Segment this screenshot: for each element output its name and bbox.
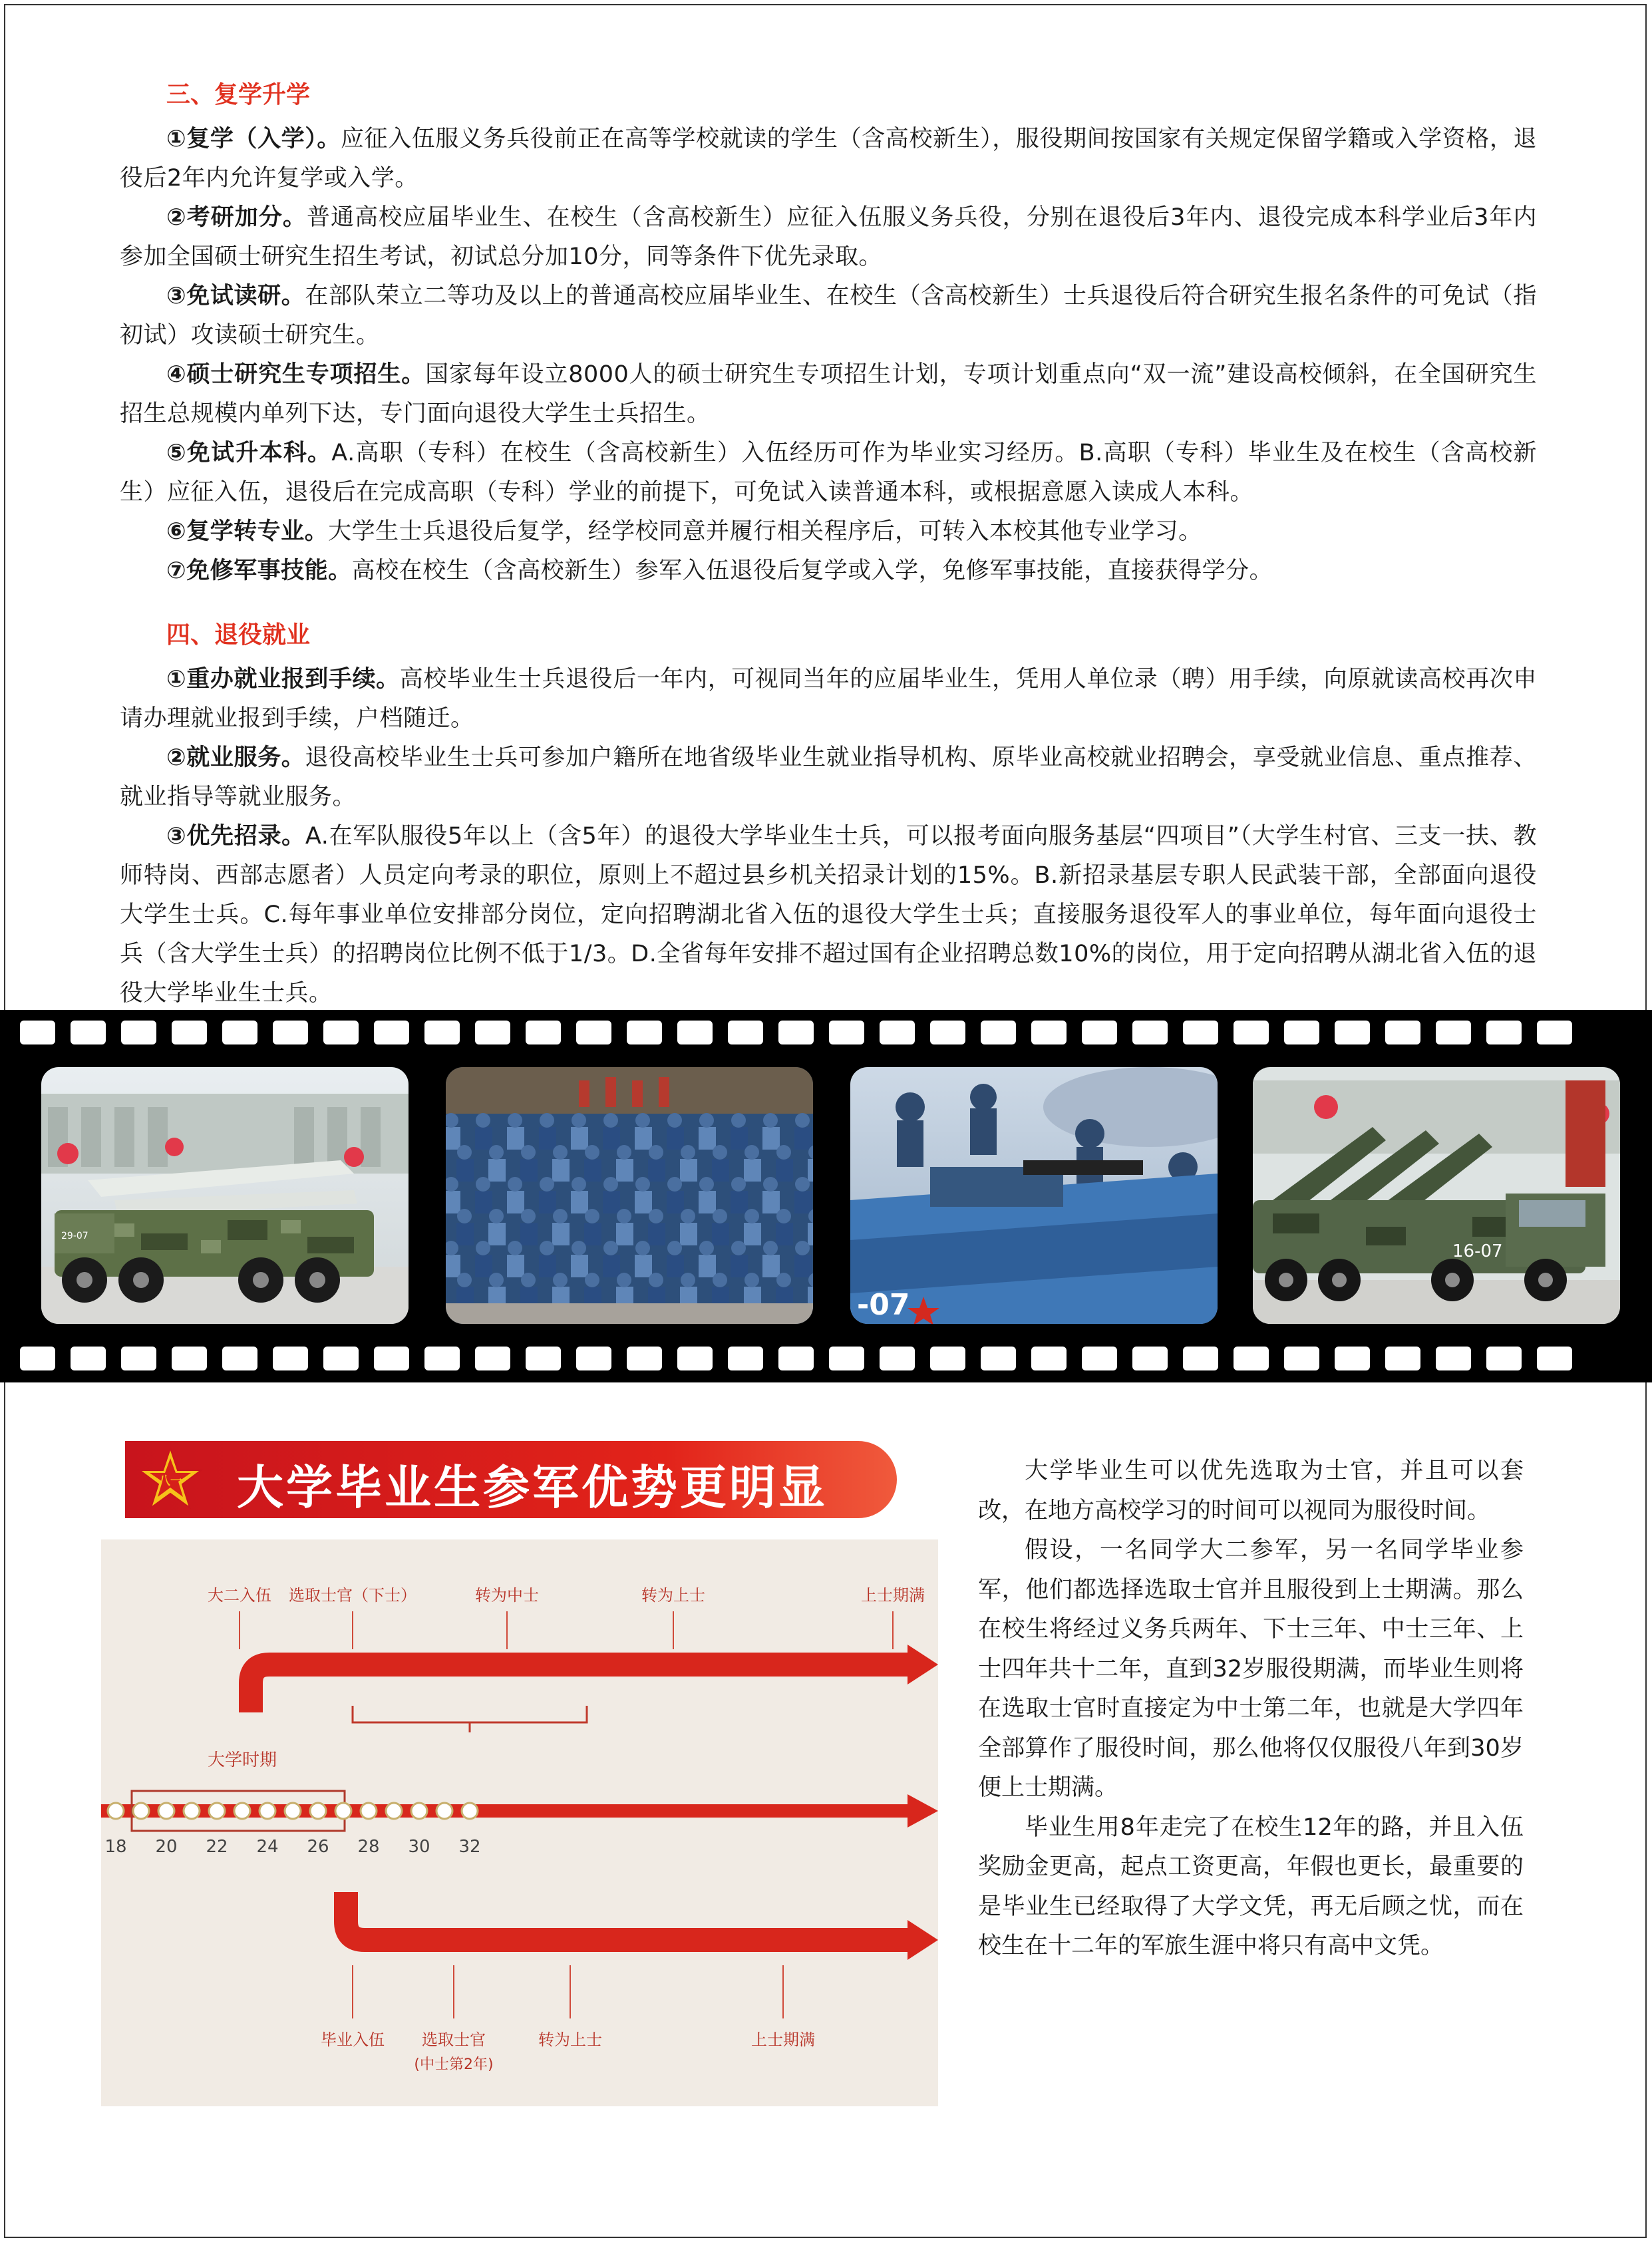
film-perforation — [880, 1347, 915, 1370]
film-perforation — [121, 1347, 156, 1370]
resume-study-item-6 — [120, 512, 1537, 552]
timeline-node — [310, 1803, 326, 1819]
timeline-node — [158, 1803, 174, 1819]
film-perforation — [981, 1021, 1016, 1044]
film-perforation — [1335, 1347, 1370, 1370]
employment-item-heading: ②就业服务。 — [166, 744, 305, 771]
film-perforation — [71, 1021, 106, 1044]
bottom-milestone-sublabel: (中士第2年) — [414, 2056, 494, 2073]
graduate-path-arrow — [346, 1892, 919, 1940]
resume-study-item-body: 大学生士兵退役后复学，经学校同意并履行相关程序后，可转入本校其他专业学习。 — [328, 518, 1202, 545]
resume-study-item-4 — [120, 355, 1537, 434]
film-perforation — [1385, 1021, 1420, 1044]
timeline-node — [462, 1803, 478, 1819]
film-perforation — [1385, 1347, 1420, 1370]
film-perforation — [778, 1347, 814, 1370]
film-perforation — [778, 1021, 814, 1044]
svg-text:八一: 八一 — [158, 1474, 182, 1488]
film-perforation — [1335, 1021, 1370, 1044]
film-perforations-top — [20, 1021, 1643, 1046]
film-perforation — [677, 1021, 713, 1044]
film-perforation — [424, 1021, 460, 1044]
timeline-node — [259, 1803, 275, 1819]
college-period-label: 大学时期 — [208, 1750, 277, 1770]
employment-item-heading: ①重办就业报到手续。 — [166, 666, 400, 693]
film-perforation — [981, 1347, 1016, 1370]
banner-title: 大学毕业生参军优势更明显 — [237, 1460, 828, 1515]
resume-study-item-heading: ⑥复学转专业。 — [166, 518, 329, 545]
film-perforation — [172, 1347, 207, 1370]
film-perforation — [1436, 1347, 1471, 1370]
vehicle-plate-1: 29-07 — [61, 1231, 88, 1241]
resume-study-item-1 — [120, 120, 1537, 198]
age-tick-label: 28 — [357, 1837, 380, 1857]
film-perforation — [1132, 1021, 1168, 1044]
film-perforation — [20, 1347, 55, 1370]
top-milestone-label: 大二入伍 — [208, 1586, 271, 1605]
film-perforation — [829, 1347, 864, 1370]
timeline-node — [133, 1803, 149, 1819]
timeline-node — [234, 1803, 250, 1819]
film-strip — [0, 1010, 1652, 1382]
employment-item-body: 高校毕业生士兵退役后一年内，可视同当年的应届毕业生，凭用人单位录（聘）用手续，向原就读高校再次申请办理就业报到手续，户档随迁。 — [120, 666, 1537, 732]
rocket-launcher-truck-photo — [1253, 1067, 1620, 1324]
film-perforation — [728, 1021, 763, 1044]
film-perforation — [1082, 1347, 1117, 1370]
navy-troops-marching-photo — [446, 1067, 813, 1324]
bottom-milestone-label: 毕业入伍 — [321, 2030, 385, 2049]
film-perforation — [627, 1347, 662, 1370]
resume-study-item-heading: ⑦免修军事技能。 — [166, 558, 352, 584]
bottom-milestone-label: 选取士官 — [422, 2030, 486, 2049]
resume-study-item-heading: ①复学（入学）。 — [166, 126, 341, 152]
resume-study-item-body: 高校在校生（含高校新生）参军入伍退役后复学或入学，免修军事技能，直接获得学分。 — [351, 558, 1273, 584]
film-perforation — [424, 1347, 460, 1370]
film-perforation — [930, 1021, 965, 1044]
top-milestone-label: 上士期满 — [861, 1586, 925, 1605]
army-star-emblem-icon — [137, 1446, 204, 1513]
resume-study-item-7 — [120, 552, 1537, 591]
resume-study-item-2 — [120, 198, 1537, 277]
armored-vehicle-soldiers-photo — [850, 1067, 1218, 1324]
employment-item-3 — [120, 817, 1537, 1013]
film-perforation — [1132, 1347, 1168, 1370]
film-perforation — [526, 1347, 561, 1370]
film-perforation — [323, 1021, 359, 1044]
film-perforation — [1031, 1347, 1067, 1370]
service-timeline-diagram — [101, 1539, 938, 2106]
film-perforation — [172, 1021, 207, 1044]
resume-study-item-3 — [120, 277, 1537, 355]
student-path-arrow — [251, 1665, 919, 1712]
film-perforation — [1183, 1347, 1218, 1370]
advantage-explanation — [978, 1452, 1524, 1967]
missile-truck-parade-photo — [41, 1067, 409, 1324]
explanation-paragraph-1: 大学毕业生可以优先选取为士官，并且可以套改，在地方高校学习的时间可以视同为服役时间。 — [978, 1458, 1524, 1524]
age-tick-label: 32 — [458, 1837, 481, 1857]
timeline-node — [335, 1803, 351, 1819]
employment-item-body: 退役高校毕业生士兵可参加户籍所在地省级毕业生就业指导机构、原毕业高校就业招聘会，享受就业信息、重点推荐、就业指导等就业服务。 — [120, 744, 1537, 810]
section-title-resume-study: 三、复学升学 — [166, 81, 311, 108]
film-perforation — [1234, 1347, 1269, 1370]
film-perforation — [1234, 1021, 1269, 1044]
film-perforation — [1486, 1021, 1522, 1044]
policy-text-section — [120, 75, 1537, 1013]
film-perforation — [273, 1021, 308, 1044]
timeline-node — [108, 1803, 124, 1819]
film-perforation — [1284, 1021, 1319, 1044]
explanation-paragraph-3: 毕业生用8年走完了在校生12年的路，并且入伍奖励金更高，起点工资更高，年假也更长，最重要的是毕业生已经取得了大学文凭，再无后顾之忧，而在校生在十二年的军旅生涯中将只有高中文凭。 — [978, 1814, 1524, 1959]
film-perforation — [475, 1021, 510, 1044]
timeline-node — [184, 1803, 200, 1819]
section-title-employment: 四、退役就业 — [166, 621, 311, 649]
resume-study-item-heading: ⑤免试升本科。 — [166, 440, 332, 466]
film-perforation — [526, 1021, 561, 1044]
film-perforation — [475, 1347, 510, 1370]
film-perforation — [222, 1021, 257, 1044]
film-perforation — [1284, 1347, 1319, 1370]
film-perforation — [930, 1347, 965, 1370]
film-perforation — [1486, 1347, 1522, 1370]
film-perforation — [374, 1021, 409, 1044]
explanation-paragraph-2: 假设，一名同学大二参军，另一名同学毕业参军，他们都选择选取士官并且服役到上士期满。那么在校生将经过义务兵两年、下士三年、中士三年、上士四年共十二年，直到32岁服役期满，而毕业生则将在选取士官时直接定为中士第二年，也就是大学四年全部算作了服役时间，那么他将仅仅服役八年到30岁便上士期满。 — [978, 1537, 1524, 1801]
timeline-node — [436, 1803, 452, 1819]
age-tick-label: 18 — [104, 1837, 127, 1857]
resume-study-item-heading: ②考研加分。 — [166, 204, 307, 231]
film-perforation — [576, 1021, 611, 1044]
resume-study-item-body: A.高职（专科）在校生（含高校新生）入伍经历可作为毕业实习经历。B.高职（专科）毕业生及在校生（含高校新生）应征入伍，退役后在完成高职（专科）学业的前提下，可免试入读普通本科，或根据意愿入读成人本科。 — [120, 440, 1537, 506]
employment-item-1 — [120, 660, 1537, 738]
film-perforation — [627, 1021, 662, 1044]
top-milestone-label: 转为中士 — [475, 1586, 539, 1605]
film-perforation — [1183, 1021, 1218, 1044]
resume-study-item-body: 普通高校应届毕业生、在校生（含高校新生）应征入伍服义务兵役，分别在退役后3年内、退役完成本科学业后3年内参加全国硕士研究生招生考试，初试总分加10分，同等条件下优先录取。 — [120, 204, 1537, 270]
film-perforation — [728, 1347, 763, 1370]
advantage-banner — [125, 1441, 897, 1518]
resume-study-item-heading: ③免试读研。 — [166, 283, 305, 309]
film-perforation — [121, 1021, 156, 1044]
film-perforation — [880, 1021, 915, 1044]
film-perforation — [222, 1347, 257, 1370]
age-tick-label: 30 — [408, 1837, 430, 1857]
timeline-node — [209, 1803, 225, 1819]
film-perforations-bottom — [20, 1347, 1643, 1372]
top-milestone-label: 选取士官（下士） — [289, 1586, 416, 1605]
film-perforation — [576, 1347, 611, 1370]
resume-study-item-body: 国家每年设立8000人的硕士研究生专项招生计划，专项计划重点向“双一流”建设高校倾斜，在全国研究生招生总规模内单列下达，专门面向退役大学生士兵招生。 — [120, 361, 1538, 427]
film-perforation — [1082, 1021, 1117, 1044]
film-perforation — [677, 1347, 713, 1370]
age-tick-label: 26 — [307, 1837, 329, 1857]
bottom-milestone-label: 上士期满 — [751, 2030, 815, 2049]
timeline-node — [386, 1803, 402, 1819]
film-perforation — [71, 1347, 106, 1370]
film-perforation — [829, 1021, 864, 1044]
resume-study-item-body: 在部队荣立二等功及以上的普通高校应届毕业生、在校生（含高校新生）士兵退役后符合研究生报名条件的可免试（指初试）攻读硕士研究生。 — [120, 283, 1537, 349]
film-perforation — [273, 1347, 308, 1370]
timeline-node — [361, 1803, 377, 1819]
film-perforation — [323, 1347, 359, 1370]
employment-item-body: A.在军队服役5年以上（含5年）的退役大学毕业生士兵，可以报考面向服务基层“四项目”（大学生村官、三支一扶、教师特岗、西部志愿者）人员定向考录的职位，原则上不超过县乡机关招录计划的15%。B.新招录基层专职人民武装干部，全部面向退役大学生士兵。C.每年事业单位安排部分岗位，定向招聘湖北省入伍的退役大学生士兵；直接服务退役军人的事业单位，每年面向退役士兵（含大学生士兵）的招聘岗位比例不低于1/3。D.全省每年安排不超过国有企业招聘总数10%的岗位，用于定向招聘从湖北省入伍的退役大学毕业生士兵。 — [120, 823, 1537, 1007]
film-perforation — [1436, 1021, 1471, 1044]
vehicle-number: -07 — [857, 1288, 910, 1322]
age-tick-label: 22 — [206, 1837, 228, 1857]
film-perforation — [1537, 1021, 1572, 1044]
resume-study-item-body: 应征入伍服义务兵役前正在高等学校就读的学生（含高校新生），服役期间按国家有关规定保留学籍或入学资格，退役后2年内允许复学或入学。 — [120, 126, 1537, 192]
vehicle-plate-4: 16-07 — [1452, 1241, 1503, 1261]
employment-item-heading: ③优先招录。 — [166, 823, 305, 850]
top-milestone-label: 转为上士 — [641, 1586, 705, 1605]
age-tick-label: 24 — [256, 1837, 279, 1857]
film-perforation — [1537, 1347, 1572, 1370]
bottom-milestone-label: 转为上士 — [538, 2030, 602, 2049]
age-tick-label: 20 — [155, 1837, 178, 1857]
film-perforation — [1031, 1021, 1067, 1044]
film-perforation — [20, 1021, 55, 1044]
resume-study-item-heading: ④硕士研究生专项招生。 — [166, 361, 426, 388]
resume-study-item-5 — [120, 434, 1537, 512]
film-perforation — [374, 1347, 409, 1370]
timeline-node — [285, 1803, 301, 1819]
timeline-node — [411, 1803, 427, 1819]
employment-item-2 — [120, 738, 1537, 817]
